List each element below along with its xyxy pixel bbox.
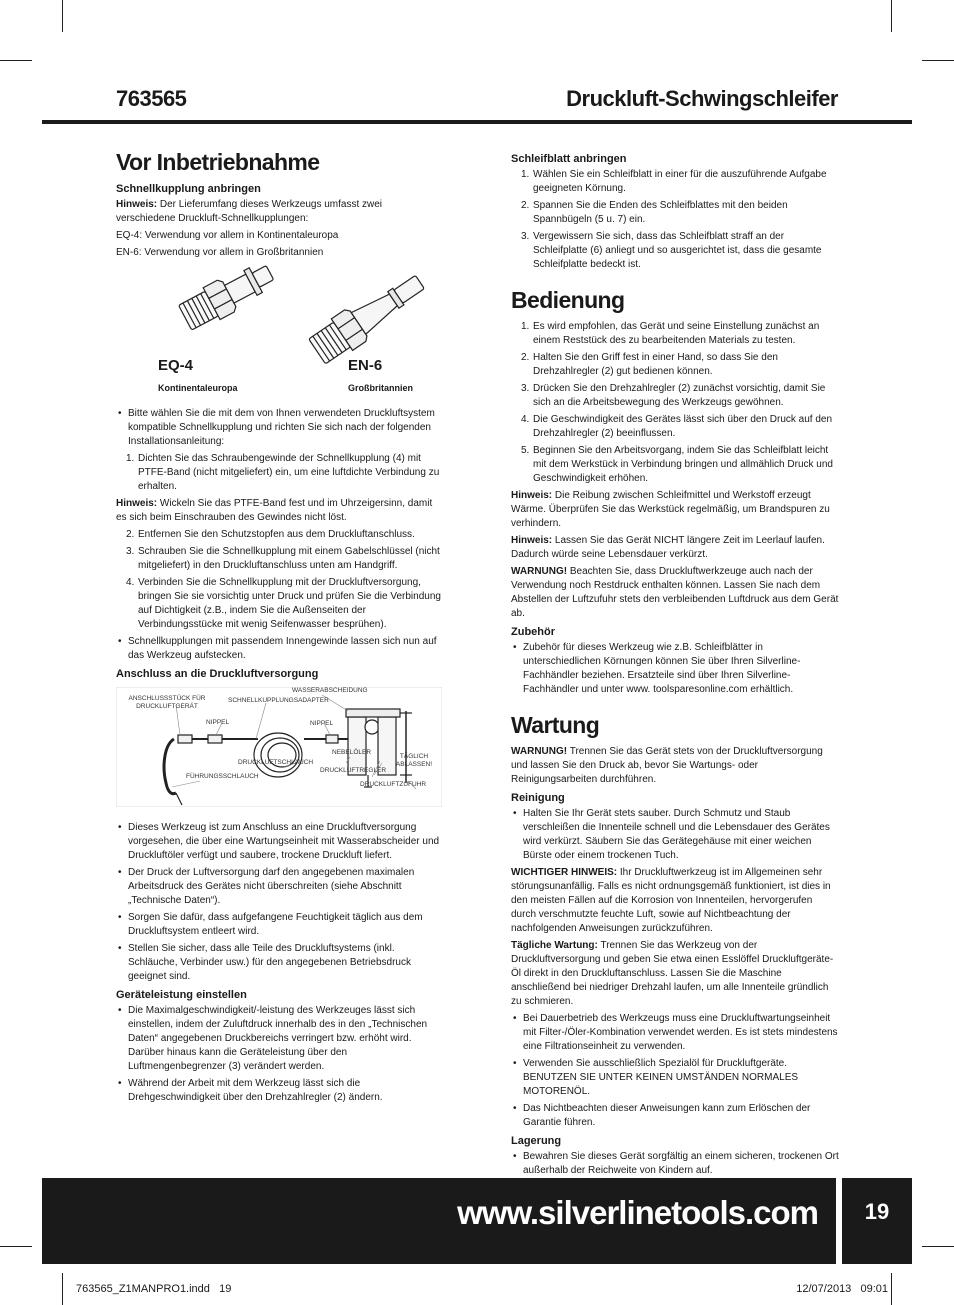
crop-mark [0, 1246, 32, 1247]
list-item: 1. Wählen Sie ein Schleifblatt in einer für die auszuführende Aufgabe geeigneten Körnung. [521, 169, 827, 194]
hinweis-reibung [511, 489, 839, 531]
step-text: Vergewissern Sie sich, dass das Schleifblatt straff an der Schleifplatte (6) anliegt und so ausgerichtet ist, dass die gesamte Schleifplatte bedeckt ist. [533, 231, 822, 270]
subheading-schleifblatt: Schleifblatt anbringen [511, 153, 627, 165]
list-item: • Bitte wählen Sie die mit dem von Ihnen verwendeten Druckluftsystem kompatible Schnellkupplung und richten Sie sich nach der folgenden Installationsanleitung: [116, 407, 442, 449]
label-druckluftregler: DRUCKLUFTREGLER [320, 767, 387, 774]
taeglich-label: Tägliche Wartung: [511, 940, 598, 951]
list-item: • Schnellkupplungen mit passendem Innengewinde lassen sich nun auf das Werkzeug aufstecken. [116, 635, 442, 663]
left-column [116, 148, 442, 1108]
crop-mark [0, 60, 32, 61]
coupler-illustration [116, 263, 442, 399]
list-item: • Halten Sie Ihr Gerät stets sauber. Durch Schmutz und Staub verschleißen die Innenteile schnell und die Lebensdauer des Gerätes wird verkürzt. Säubern Sie das Gerätegehäuse mit einer weichen Bürste oder einem trockenen Tuch. [511, 807, 839, 863]
list-item: • Bewahren Sie dieses Gerät sorgfältig an einem sicheren, trockenen Ort außerhalb der Reichweite von Kindern auf. [511, 1150, 839, 1178]
step-text: Spannen Sie die Enden des Schleifblattes mit den beiden Spannbügeln (5 u. 7) ein. [533, 200, 788, 225]
installation-list [116, 407, 442, 449]
list-item: 3. Vergewissern Sie sich, dass das Schleifblatt straff an der Schleifplatte (6) anliegt und so ausgerichtet ist, dass die gesamte Schleifplatte bedeckt ist. [521, 231, 822, 270]
hinweis-label: Hinweis: [511, 535, 553, 546]
eq4-region: Kontinentaleuropa [158, 383, 238, 393]
crop-mark [62, 0, 63, 32]
warnung-label: WARNUNG! [511, 566, 568, 577]
hinweis-label: Hinweis: [116, 199, 158, 210]
reinigung-list [511, 807, 839, 863]
section-heading-vor-inbetriebnahme: Vor Inbetriebnahme [116, 149, 320, 175]
subheading-reinigung: Reinigung [511, 792, 565, 804]
list-item: • Bei Dauerbetrieb des Werkzeugs muss eine Druckluftwartungseinheit mit Filter-/Öler-Kombination verwendet werden. Es ist stets mindestens eine Filtrationseinheit zu verwenden. [511, 1012, 839, 1054]
schleifblatt-steps [511, 168, 839, 272]
step-text: Verbinden Sie die Schnellkupplung mit der Druckluftversorgung, bringen Sie sie vorsichtig unter Druck und prüfen Sie die Verbindung auf Dichtigkeit (z.B., indem Sie die Außenseiten der Verbindungsstücke mit wenig Seifenwasser besprühen). [138, 577, 441, 630]
list-item: • Stellen Sie sicher, dass alle Teile des Druckluftsystems (inkl. Schläuche, Verbinder usw.) für den angegebenen Betriebsdruck geeignet sind. [116, 942, 442, 984]
geraeteleistung-list [116, 1004, 442, 1105]
warnung-text: Trennen Sie das Gerät stets von der Druckluftversorgung und lassen Sie den Druck ab, bevor Sie Wartungs- oder Reinigungsarbeiten durchführen. [511, 746, 823, 785]
taegliche-wartung [511, 939, 839, 1009]
list-item: 3. Schrauben Sie die Schnellkupplung mit einem Gabelschlüssel (nicht mitgeliefert) in den Druckluftanschluss unten am Handgriff. [126, 546, 440, 571]
crop-mark [922, 60, 954, 61]
warnung-trennen [511, 745, 839, 787]
list-item: • Die Maximalgeschwindigkeit/-leistung des Werkzeuges lässt sich einstellen, indem der Zuluftdruck innerhalb des in den „Technischen Daten“ angegebenen Druckbereichs verringert bzw. erhöht wird. Darüber hinaus kann die Geräteleistung über den Luftmengenbegrenzer (3) verändert werden. [116, 1004, 442, 1074]
hinweis-ptfe [116, 497, 442, 525]
en6-region: Großbritannien [348, 383, 413, 393]
air-supply-diagram [116, 687, 442, 807]
crop-mark [891, 1273, 892, 1305]
subheading-lagerung: Lagerung [511, 1135, 562, 1147]
warnung-text: Beachten Sie, dass Druckluftwerkzeuge auch nach der Verwendung noch Restdruck enthalten können. Lassen Sie nach dem Abstellen der Luftzufuhr stets den verbleibenden Luftdruck aus dem Gerät ab. [511, 566, 839, 619]
crop-mark [922, 1246, 954, 1247]
list-item: • Das Nichtbeachten dieser Anweisungen kann zum Erlöschen der Garantie führen. [511, 1102, 839, 1130]
header-rule [42, 120, 912, 124]
list-item: 4. Die Geschwindigkeit des Gerätes lässt sich über den Druck auf den Drehzahlregler (2) beeinflussen. [521, 414, 833, 439]
section-heading-bedienung: Bedienung [511, 287, 625, 313]
warnung-label: WARNUNG! [511, 746, 568, 757]
label-nebeloeler: NEBELÖLER [332, 749, 372, 756]
step-text: Schrauben Sie die Schnellkupplung mit einem Gabelschlüssel (nicht mitgeliefert) in den Druckluftanschluss unten am Handgriff. [138, 546, 440, 571]
page-number: 19 [842, 1178, 912, 1264]
installation-steps-b [116, 528, 442, 632]
list-item: • Sorgen Sie dafür, dass aufgefangene Feuchtigkeit täglich aus dem Druckluftsystem entleert wird. [116, 911, 442, 939]
crop-mark [891, 0, 892, 32]
subheading-geraeteleistung: Geräteleistung einstellen [116, 989, 247, 1001]
step-text: Drücken Sie den Drehzahlregler (2) zunächst vorsichtig, damit Sie sich an die Arbeitsbewegung des Werkzeugs gewöhnen. [533, 383, 826, 408]
hinweis-leerlauf [511, 534, 839, 562]
hinweis-text: Die Reibung zwischen Schleifmittel und Werkstoff erzeugt Wärme. Überprüfen Sie das Werkstück regelmäßig, um Brandspuren zu verhindern. [511, 490, 830, 529]
list-item: 5. Beginnen Sie den Arbeitsvorgang, indem Sie das Schleifblatt leicht mit dem Werkstück in Verbindung bringen und allmählich Druck und Geschwindigkeit erhöhen. [521, 445, 833, 484]
right-column [511, 152, 839, 1181]
hinweis-text: Lassen Sie das Gerät NICHT längere Zeit im Leerlauf laufen. Dadurch würde seine Lebensdauer verkürzt. [511, 535, 825, 560]
website-link[interactable]: www.silverlinetools.com [457, 1194, 818, 1231]
label-druckluftschlauch: DRUCKLUFTSCHLAUCH [238, 759, 314, 766]
wichtig-label: WICHTIGER HINWEIS: [511, 867, 618, 878]
list-item: 1. Dichten Sie das Schraubengewinde der Schnellkupplung (4) mit PTFE-Band (nicht mitgeliefert) ein, um eine luftdichte Verbindung zu erhalten. [126, 453, 440, 492]
wichtiger-hinweis [511, 866, 839, 936]
anschluss-list [116, 821, 442, 984]
section-heading-wartung: Wartung [511, 712, 600, 738]
hinweis-paragraph [116, 198, 442, 226]
zubehoer-list [511, 641, 839, 697]
label-nippel-1: NIPPEL [206, 719, 230, 726]
label-nippel-2: NIPPEL [310, 720, 334, 727]
step-text: Halten Sie den Griff fest in einer Hand, so dass Sie den Drehzahlregler (2) gut bedienen können. [533, 352, 778, 377]
product-code: 763565 [116, 86, 187, 111]
list-item: • Der Druck der Luftversorgung darf den angegebenen maximalen Arbeitsdruck des Gerätes nicht überschreiten (siehe Abschnitt „Technische Daten“). [116, 866, 442, 908]
list-item: 1. Es wird empfohlen, das Gerät und seine Einstellung zunächst an einem Reststück des zu bearbeitenden Materials zu testen. [521, 321, 820, 346]
subheading-anschluss: Anschluss an die Druckluftversorgung [116, 668, 319, 680]
list-item: 2. Halten Sie den Griff fest in einer Hand, so dass Sie den Drehzahlregler (2) gut bedienen können. [521, 352, 778, 377]
hinweis-text: Wickeln Sie das PTFE-Band fest und im Uhrzeigersinn, damit es sich beim Einschrauben des Gewindes nicht löst. [116, 498, 433, 523]
eq4-label: EQ-4 [158, 357, 194, 374]
warnung-restdruck [511, 565, 839, 621]
coupler-figure [116, 263, 442, 399]
en6-label: EN-6 [348, 357, 383, 374]
subheading-zubehoer: Zubehör [511, 626, 555, 638]
label-taeglich-ablassen: TÄGLICH ABLASSEN! [395, 753, 433, 768]
hinweis-label: Hinweis: [511, 490, 553, 501]
step-text: Beginnen Sie den Arbeitsvorgang, indem Sie das Schleifblatt leicht mit dem Werkstück in Verbindung bringen und allmählich Druck und Geschwindigkeit erhöhen. [533, 445, 833, 484]
list-item: • Während der Arbeit mit dem Werkzeug lässt sich die Drehgeschwindigkeit über den Drehzahlregler (2) ändern. [116, 1077, 442, 1105]
list-item: 3. Drücken Sie den Drehzahlregler (2) zunächst vorsichtig, damit Sie sich an die Arbeitsbewegung des Werkzeugs gewöhnen. [521, 383, 826, 408]
step-text: Es wird empfohlen, das Gerät und seine Einstellung zunächst an einem Reststück des zu bearbeitenden Materials zu testen. [533, 321, 820, 346]
taeglich-text: Trennen Sie das Werkzeug von der Druckluftversorgung und geben Sie etwa einen Esslöffel Druckluftgeräte-Öl direkt in den Druckluftanschluss. Lassen Sie die Maschine anschließend bei niedriger Drehzahl laufen, um alle Innenteile gründlich zu schmieren. [511, 940, 834, 1007]
list-item: • Dieses Werkzeug ist zum Anschluss an eine Druckluftversorgung vorgesehen, die über eine Wartungseinheit mit Wasserabscheider und Druckluftöler verfügt und saubere, trockene Druckluft liefert. [116, 821, 442, 863]
hinweis-label: Hinweis: [116, 498, 158, 509]
label-fuehrungsschlauch: FÜHRUNGSSCHLAUCH [186, 773, 259, 780]
eq4-line: EQ-4: Verwendung vor allem in Kontinentaleuropa [116, 230, 339, 241]
innengewinde-list [116, 635, 442, 663]
label-druckluftzufuhr: DRUCKLUFTZUFUHR [360, 781, 427, 788]
label-schnellkupplungsadapter: SCHNELLKUPPLUNGSADAPTER [228, 697, 329, 704]
hinweis-text: Der Lieferumfang dieses Werkzeugs umfasst zwei verschiedene Druckluft-Schnellkupplungen: [116, 199, 383, 224]
print-slug-date: 12/07/2013 09:01 [796, 1283, 888, 1295]
lagerung-list [511, 1150, 839, 1178]
step-text: Entfernen Sie den Schutzstopfen aus dem Druckluftanschluss. [138, 529, 415, 540]
list-item: 2. Spannen Sie die Enden des Schleifblattes mit den beiden Spannbügeln (5 u. 7) ein. [521, 200, 788, 225]
footer-bar [42, 1178, 836, 1264]
page-title: Druckluft-Schwingschleifer [566, 86, 838, 111]
step-text: Die Geschwindigkeit des Gerätes lässt sich über den Druck auf den Drehzahlregler (2) beeinflussen. [533, 414, 833, 439]
list-item: 4. Verbinden Sie die Schnellkupplung mit der Druckluftversorgung, bringen Sie sie vorsichtig unter Druck und prüfen Sie die Verbindung auf Dichtigkeit (z.B., indem Sie die Außenseiten der Verbindungsstücke mit wenig Seifenwasser besprühen). [126, 577, 441, 630]
list-item: 2. Entfernen Sie den Schutzstopfen aus dem Druckluftanschluss. [126, 529, 415, 540]
subheading-schnellkupplung: Schnellkupplung anbringen [116, 183, 261, 195]
installation-steps-a [116, 452, 442, 494]
step-text: Wählen Sie ein Schleifblatt in einer für die auszuführende Aufgabe geeigneten Körnung. [533, 169, 827, 194]
list-item: • Verwenden Sie ausschließlich Spezialöl für Druckluftgeräte. BENUTZEN SIE UNTER KEINEN UMSTÄNDEN NORMALES MOTORENÖL. [511, 1057, 839, 1099]
bedienung-steps [511, 320, 839, 486]
wichtig-text: Ihr Druckluftwerkzeug ist im Allgemeinen sehr störungsunanfällig. Falls es nicht ordnungsgemäß funktioniert, ist dies in den meisten Fällen auf die Korrosion von Innenteilen, hervorgerufen durch verschmutzte feuchte Luft, sowie auf Nichtbeachtung der nachfolgenden Anweisungen zurückzuführen. [511, 867, 831, 934]
en6-line: EN-6: Verwendung vor allem in Großbritannien [116, 247, 324, 258]
wartung-list [511, 1012, 839, 1130]
crop-mark [62, 1273, 63, 1305]
list-item: • Zubehör für dieses Werkzeug wie z.B. Schleifblätter in unterschiedlichen Körnungen können Sie über Ihren Silverline-Fachhändler beziehen. Ersatzteile sind über Ihren Silverline-Fachhändler und unter www. toolsparesonline.com erhältlich. [511, 641, 839, 697]
label-anschlussstueck: ANSCHLUSSSTÜCK FÜR DRUCKLUFTGERÄT [128, 695, 206, 710]
label-wasserabscheidung: WASSERABSCHEIDUNG [292, 687, 368, 694]
print-slug-file: 763565_Z1MANPRO1.indd 19 [76, 1283, 232, 1295]
step-text: Dichten Sie das Schraubengewinde der Schnellkupplung (4) mit PTFE-Band (nicht mitgeliefert) ein, um eine luftdichte Verbindung zu erhalten. [138, 453, 440, 492]
